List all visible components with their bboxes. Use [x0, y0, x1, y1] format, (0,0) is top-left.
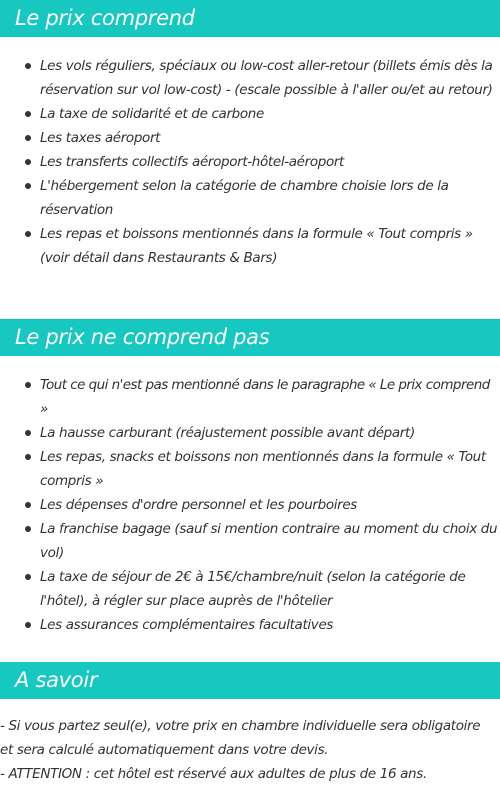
- list-item: [24, 517, 500, 565]
- list-item: [24, 174, 500, 222]
- not-included-list: [0, 373, 500, 637]
- section-good-to-know: [0, 662, 500, 786]
- list-item: [24, 565, 500, 613]
- list-item-text: Tout ce qui n'est pas mentionné dans le paragraphe « Le prix comprend »: [40, 377, 490, 417]
- bullet-icon: [25, 183, 31, 189]
- section-title-good-to-know: A savoir: [0, 662, 500, 699]
- bullet-icon: [25, 63, 31, 69]
- section-title-included: Le prix comprend: [0, 0, 500, 37]
- list-item: [24, 126, 500, 150]
- bullet-icon: [25, 111, 31, 117]
- bullet-icon: [25, 430, 31, 436]
- list-item-text: La franchise bagage (sauf si mention contraire au moment du choix du vol): [40, 521, 498, 561]
- list-item: [24, 421, 500, 445]
- bullet-icon: [25, 526, 31, 532]
- section-not-included: [0, 319, 500, 637]
- notes: [0, 714, 490, 786]
- list-item: [24, 373, 500, 421]
- list-item-text: Les repas et boissons mentionnés dans la formule « Tout compris » (voir détail dans Restaurants & Bars): [40, 226, 473, 266]
- list-item: [24, 54, 500, 102]
- bullet-icon: [25, 454, 31, 460]
- bullet-icon: [25, 574, 31, 580]
- bullet-icon: [25, 231, 31, 237]
- note-single-room: - Si vous partez seul(e), votre prix en chambre individuelle sera obligatoire et sera calculé automatiquement dans votre devis.: [0, 718, 481, 758]
- note-adults-only: - ATTENTION : cet hôtel est réservé aux adultes de plus de 16 ans.: [0, 766, 427, 782]
- list-item: [24, 222, 500, 270]
- section-included: [0, 0, 500, 270]
- list-item-text: Les dépenses d'ordre personnel et les pourboires: [40, 497, 357, 513]
- section-title-not-included: Le prix ne comprend pas: [0, 319, 500, 356]
- bullet-icon: [25, 159, 31, 165]
- list-item-text: Les repas, snacks et boissons non mentionnés dans la formule « Tout compris »: [40, 449, 486, 489]
- included-list: [0, 54, 500, 270]
- list-item-text: L'hébergement selon la catégorie de chambre choisie lors de la réservation: [40, 178, 449, 218]
- bullet-icon: [25, 502, 31, 508]
- list-item-text: La taxe de séjour de 2€ à 15€/chambre/nuit (selon la catégorie de l'hôtel), à régler sur place auprès de l'hôtelier: [40, 569, 466, 609]
- list-item-text: La taxe de solidarité et de carbone: [40, 106, 264, 122]
- list-item-text: Les vols réguliers, spéciaux ou low-cost aller-retour (billets émis dès la réservation sur vol low-cost) - (escale possible à l'aller ou/et au retour): [40, 58, 493, 98]
- list-item-text: Les taxes aéroport: [40, 130, 161, 146]
- list-item: [24, 493, 500, 517]
- bullet-icon: [25, 135, 31, 141]
- list-item-text: La hausse carburant (réajustement possible avant départ): [40, 425, 415, 441]
- bullet-icon: [25, 382, 31, 388]
- list-item: [24, 445, 500, 493]
- list-item: [24, 102, 500, 126]
- bullet-icon: [25, 622, 31, 628]
- list-item: [24, 613, 500, 637]
- list-item-text: Les assurances complémentaires facultatives: [40, 617, 334, 633]
- list-item: [24, 150, 500, 174]
- list-item-text: Les transferts collectifs aéroport-hôtel-aéroport: [40, 154, 344, 170]
